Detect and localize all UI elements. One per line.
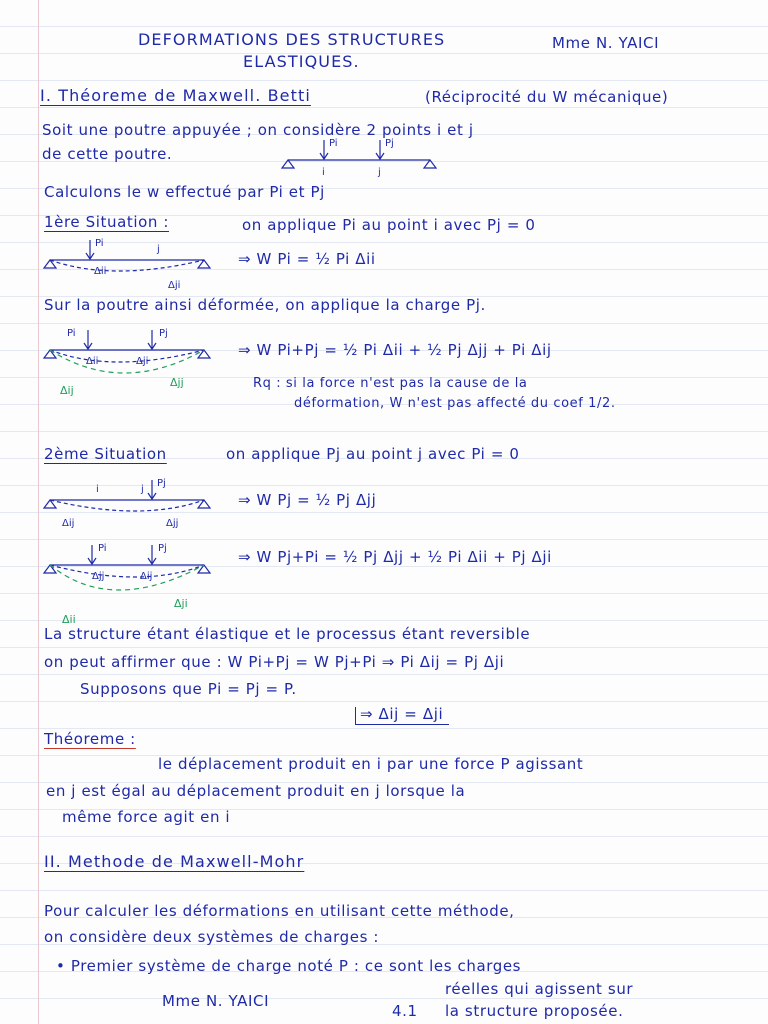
remark-line1: Rq : si la force n'est pas la cause de la — [253, 376, 528, 391]
suppose-line: Supposons que Pi = Pj = P. — [80, 680, 297, 698]
fig4-label: Pi — [98, 543, 107, 554]
situation1-label: 1ère Situation : — [44, 213, 170, 231]
fig4-label: Δij — [140, 571, 153, 582]
conclusion-line1: La structure étant élastique et le processus étant reversible — [44, 625, 531, 643]
fig3-label: j — [141, 484, 144, 495]
fig2-label: Δij — [60, 384, 74, 397]
section2-line1: Pour calculer les déformations en utilisant cette méthode, — [44, 902, 515, 920]
page-title-line2: ELASTIQUES. — [243, 52, 360, 71]
remark-line2: déformation, W n'est pas affecté du coef 1/2. — [294, 396, 616, 411]
charge-line: Sur la poutre ainsi déformée, on applique la charge Pj. — [44, 296, 486, 314]
section1-heading: I. Théoreme de Maxwell. Betti — [40, 86, 311, 105]
figure-situation1-a — [42, 236, 217, 294]
intro-line2: de cette poutre. — [42, 145, 173, 163]
fig0-label: j — [378, 167, 381, 178]
fig3-label: Δij — [62, 518, 75, 529]
theorem-line3: même force agit en i — [62, 808, 231, 826]
fig4-label: Δii — [62, 613, 76, 626]
equation-2: ⇒ W Pi+Pj = ½ Pi Δii + ½ Pj Δjj + Pi Δij — [238, 341, 552, 359]
fig4-label: Δjj — [92, 571, 105, 582]
fig3-label: Δjj — [166, 518, 179, 529]
equation-1: ⇒ W Pi = ½ Pi Δii — [238, 250, 376, 268]
fig1-label: Δii — [94, 266, 107, 277]
fig2-label: Δji — [136, 356, 149, 367]
author-header: Mme N. YAICI — [552, 34, 660, 52]
calc-line: Calculons le w effectué par Pi et Pj — [44, 183, 325, 201]
fig4-label: Δji — [174, 597, 188, 610]
situation1-text: on applique Pi au point i avec Pj = 0 — [242, 216, 536, 234]
figure-situation2-a — [42, 474, 217, 532]
fig2-label: Δjj — [170, 376, 184, 389]
fig3-label: Pj — [157, 478, 166, 489]
bullet1-line3: la structure proposée. — [445, 1002, 624, 1020]
theorem-line2: en j est égal au déplacement produit en j lorsque la — [46, 782, 466, 800]
theorem-line1: le déplacement produit en i par une force P agissant — [158, 755, 584, 773]
section1-subtitle: (Réciprocité du W mécanique) — [425, 88, 669, 106]
result-equation: ⇒ Δij = Δji — [355, 707, 449, 725]
fig0-label: Pi — [329, 138, 338, 149]
fig2-label: Pj — [159, 328, 168, 339]
theorem-label: Théoreme : — [44, 730, 136, 748]
fig2-label: Pi — [67, 328, 76, 339]
page-number: 4.1 — [392, 1002, 418, 1020]
figure-situation1-b — [42, 322, 222, 414]
fig2-label: Δii — [86, 356, 99, 367]
fig4-label: Pj — [158, 543, 167, 554]
fig1-label: Pi — [95, 238, 104, 249]
page-title: DEFORMATIONS DES STRUCTURES — [138, 30, 446, 49]
fig1-label: Δji — [168, 280, 181, 291]
bullet1-line1: • Premier système de charge noté P : ce sont les charges — [56, 957, 522, 975]
equation-4: ⇒ W Pj+Pi = ½ Pj Δjj + ½ Pi Δii + Pj Δji — [238, 548, 552, 566]
conclusion-line2: on peut affirmer que : W Pi+Pj = W Pj+Pi ⇒ Pi Δij = Pj Δji — [44, 653, 505, 671]
section2-line2: on considère deux systèmes de charges : — [44, 928, 380, 946]
fig0-label: i — [322, 167, 325, 178]
fig1-label: j — [157, 244, 160, 255]
fig3-label: i — [96, 484, 99, 495]
section2-heading: II. Methode de Maxwell-Mohr — [44, 852, 305, 871]
fig0-label: Pj — [385, 138, 394, 149]
situation2-text: on applique Pj au point j avec Pi = 0 — [226, 445, 520, 463]
intro-line1: Soit une poutre appuyée ; on considère 2 points i et j — [42, 121, 474, 139]
equation-3: ⇒ W Pj = ½ Pj Δjj — [238, 491, 377, 509]
bullet1-line2: réelles qui agissent sur — [445, 980, 634, 998]
margin-line — [38, 0, 39, 1024]
figure-beam-simple — [280, 134, 440, 178]
situation2-label: 2ème Situation — [44, 445, 167, 463]
footer-author: Mme N. YAICI — [162, 992, 270, 1010]
figure-situation2-b — [42, 537, 222, 629]
